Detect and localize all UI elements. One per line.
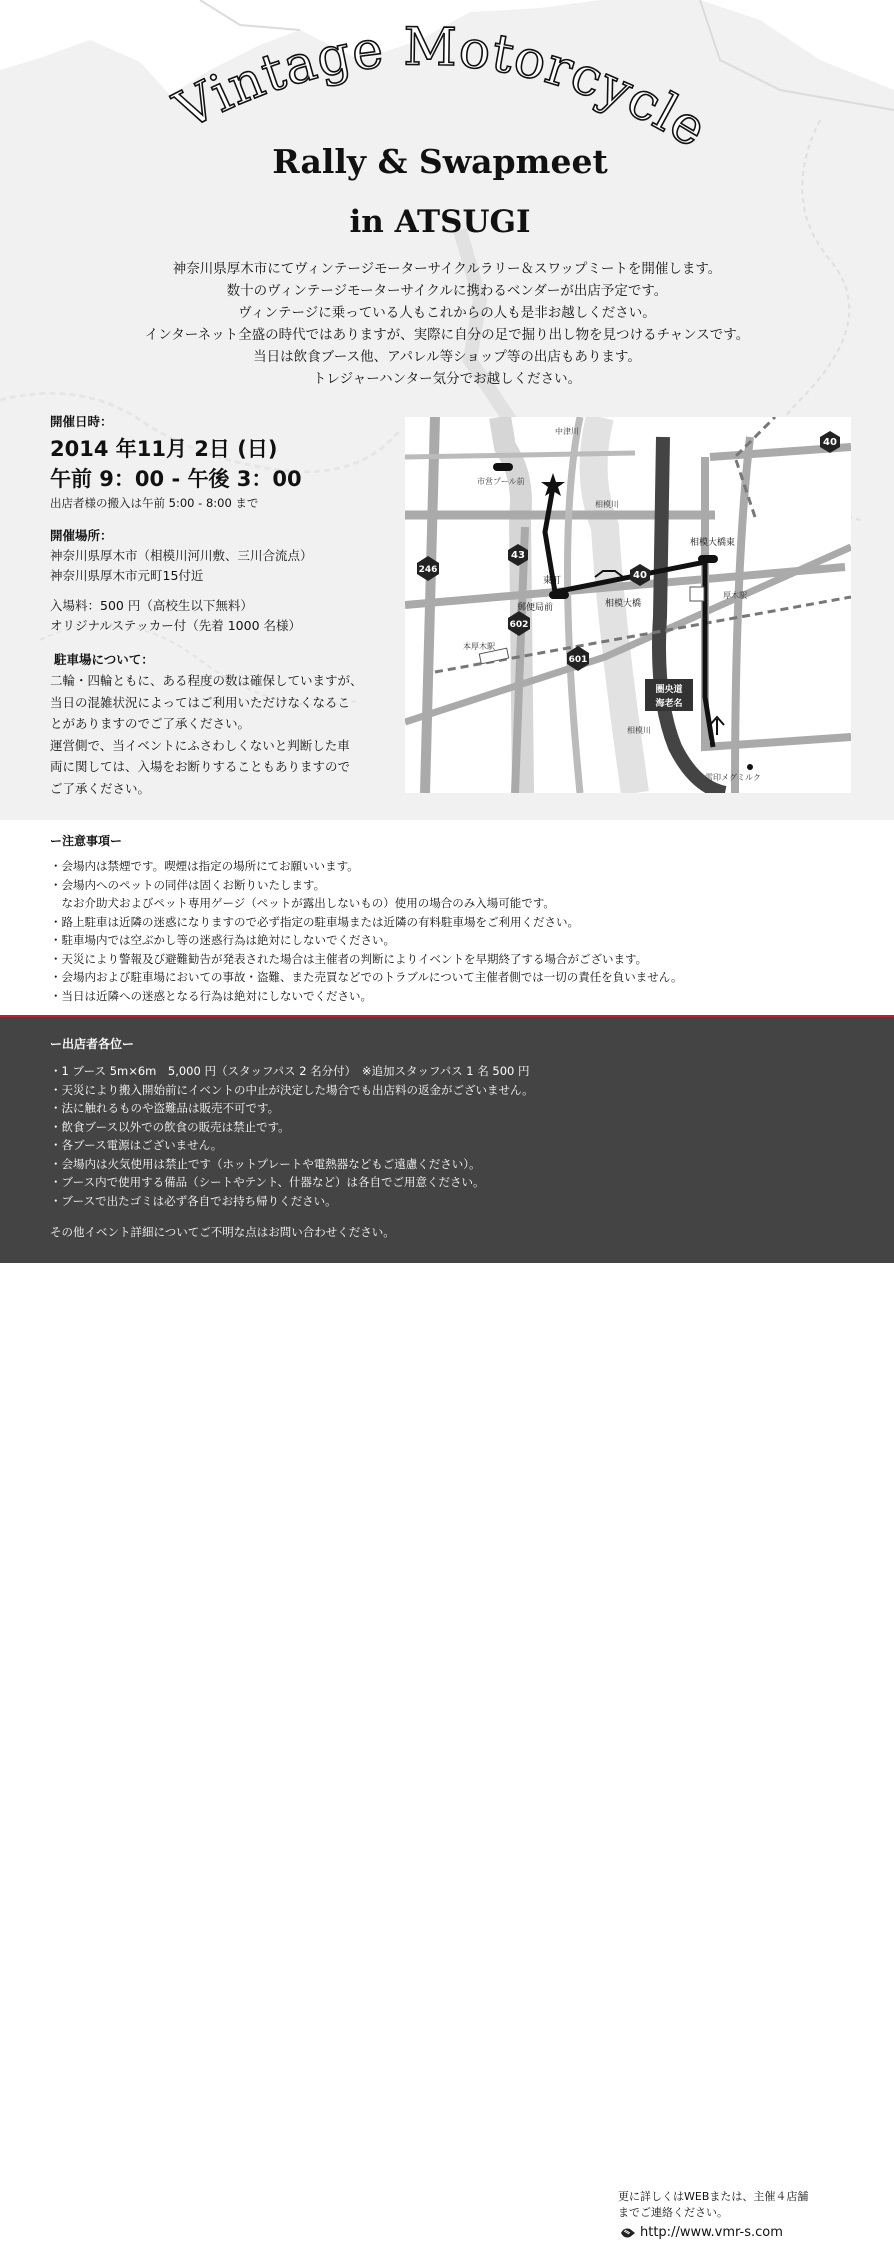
- label-higashimachi: 東町: [543, 576, 562, 586]
- intro-line: ヴィンテージに乗っている人もこれからの人も是非お越しください。: [238, 305, 656, 321]
- intro-line: インターネット全盛の時代ではありますが、実際に自分の足で掘り出し物を見つけるチャンスです。: [144, 327, 750, 343]
- notes-item: なお介助犬およびペット専用ゲージ（ペットが露出しないもの）使用の場合のみ入場可能です。: [50, 896, 555, 910]
- svg-text:43: 43: [511, 550, 525, 561]
- event-time: 午前 9：00 - 午後 3：00: [50, 467, 302, 491]
- svg-text:40: 40: [633, 570, 647, 581]
- label-pool: 市営プール前: [477, 477, 525, 486]
- contact-line: 更に詳しくはWEBまたは、主催４店舗: [618, 2190, 809, 2203]
- sticker-note: オリジナルステッカー付（先着 1000 名様）: [50, 618, 302, 633]
- parking-line: ご了承ください。: [50, 780, 151, 796]
- svg-text:40: 40: [823, 437, 837, 448]
- mouse-icon: [620, 2227, 636, 2239]
- vendor-item: ・各ブース電源はございません。: [50, 1138, 223, 1152]
- label-post-office: 郵便局前: [517, 603, 554, 613]
- intro-text: [0, 258, 894, 390]
- vendor-item: ・会場内は火気使用は禁止です（ホットプレートや電熱器などもご遠慮ください）。: [50, 1156, 481, 1171]
- parking-line: 当日の混雑状況によってはご利用いただけなくなるこ: [50, 694, 351, 710]
- notes-item: ・天災により警報及び避難勧告が発表された場合は主催者の判断によりイベントを早期終了する場合がございます。: [50, 951, 648, 966]
- contact-line: までご連絡ください。: [618, 2206, 728, 2219]
- vendor-item: ・ブース内で使用する備品（シートやテント、什器など）は各自でご用意ください。: [50, 1175, 485, 1189]
- website-url[interactable]: http://www.vmr-s.com: [640, 2225, 783, 2240]
- parking-text: [50, 670, 390, 799]
- parking-label: 駐車場について：: [54, 652, 154, 667]
- setup-time: 出店者様の搬入は午前 5:00 - 8:00 まで: [50, 496, 259, 510]
- notes-item: ・会場内へのペットの同伴は固くお断りいたします。: [50, 877, 326, 892]
- label-expressway: 圏央道: [655, 685, 683, 695]
- intro-line: 神奈川県厚木市にてヴィンテージモーターサイクルラリー＆スワップミートを開催します。: [172, 261, 722, 277]
- section-divider: [0, 1015, 894, 1017]
- label-ohashi-east: 相模大橋東: [690, 538, 736, 548]
- venue-line: 神奈川県厚木市元町15付近: [50, 568, 204, 583]
- intro-line: トレジャーハンター気分でお越しください。: [312, 371, 582, 387]
- label-ebina: 海老名: [655, 699, 683, 709]
- notes-heading: ー注意事項ー: [50, 834, 123, 848]
- notes-section: [50, 832, 850, 1005]
- svg-text:246: 246: [418, 565, 438, 575]
- admission-fee: 入場料：500 円（高校生以下無料）: [50, 598, 253, 613]
- venue-line: 神奈川県厚木市（相模川河川敷、三川合流点）: [50, 548, 313, 563]
- label-sagamigawa-south: 相模川: [627, 726, 651, 735]
- vendor-item: ・ブースで出たゴミは必ず各自でお持ち帰りください。: [50, 1193, 337, 1208]
- label-nakatsugawa: 中津川: [555, 427, 579, 436]
- notes-item: ・会場内は禁煙です。喫煙は指定の場所にてお願いいます。: [50, 859, 359, 873]
- contact-box: [606, 2182, 848, 2244]
- svg-text:Vintage Motorcycle: [165, 20, 717, 160]
- vendor-heading: ー出店者各位ー: [50, 1037, 135, 1051]
- vendor-section: [0, 1015, 894, 2240]
- event-date: 2014 年11月 2日 (日): [50, 437, 278, 461]
- svg-text:602: 602: [509, 620, 529, 630]
- access-map: [405, 417, 851, 793]
- notes-item: ・当日は近隣への迷惑となる行為は絶対にしないでください。: [50, 988, 372, 1003]
- vendor-item: ・天災により搬入開始前にイベントの中止が決定した場合でも出店料の返金がございません。: [50, 1082, 534, 1097]
- contact-text: [618, 2189, 808, 2221]
- vendor-item: ・法に触れるものや盗難品は販売不可です。: [50, 1101, 280, 1115]
- date-label: 開催日時：: [50, 414, 113, 429]
- parking-line: 二輪・四輪ともに、ある程度の数は確保していますが、: [50, 673, 363, 688]
- vendor-footer: その他イベント詳細についてご不明な点はお問い合わせください。: [50, 1225, 395, 1239]
- label-sagami-ohashi: 相模大橋: [605, 599, 642, 609]
- website-link[interactable]: [620, 2225, 783, 2240]
- parking-line: 両に関しては、入場をお断りすることもありますので: [50, 759, 351, 774]
- title-line2: Rally & Swapmeet: [272, 142, 608, 181]
- event-info: [50, 412, 390, 799]
- title-line3: in ATSUGI: [349, 204, 531, 240]
- svg-text:601: 601: [568, 655, 588, 665]
- parking-line: 運営側で、当イベントにふさわしくないと判断した車: [50, 737, 350, 753]
- parking-line: とがありますのでご了承ください。: [50, 716, 251, 731]
- intro-line: 数十のヴィンテージモーターサイクルに携わるベンダーが出店予定です。: [226, 283, 668, 299]
- venue-label: 開催場所：: [50, 528, 113, 543]
- notes-item: ・路上駐車は近隣の迷惑になりますので必ず指定の駐車場または近隣の有料駐車場をご利用ください。: [50, 914, 579, 929]
- label-honatsugi-station: 本厚木駅: [463, 642, 495, 651]
- notes-item: ・駐車場内では空ぶかし等の迷惑行為は絶対にしないでください。: [50, 933, 395, 947]
- label-atsugi-station: 厚木駅: [723, 591, 747, 600]
- title-line1: Vintage Motorcycle: [165, 20, 718, 161]
- vendor-item: ・1 ブース 5m×6m 5,000 円（スタッフパス 2 名分付） ※追加スタッフパス 1 名 500 円: [50, 1064, 530, 1078]
- label-megmilk: 雪印メグミルク: [705, 773, 761, 782]
- intro-line: 当日は飲食ブース他、アパレル等ショップ等の出店もあります。: [253, 349, 641, 365]
- label-sagamigawa: 相模川: [595, 500, 619, 509]
- notes-item: ・会場内および駐車場においての事故・盗難、また売買などでのトラブルについて主催者側では一切の責任を負いません。: [50, 970, 683, 984]
- vendor-item: ・飲食ブース以外での飲食の販売は禁止です。: [50, 1119, 290, 1134]
- event-title: [130, 20, 750, 260]
